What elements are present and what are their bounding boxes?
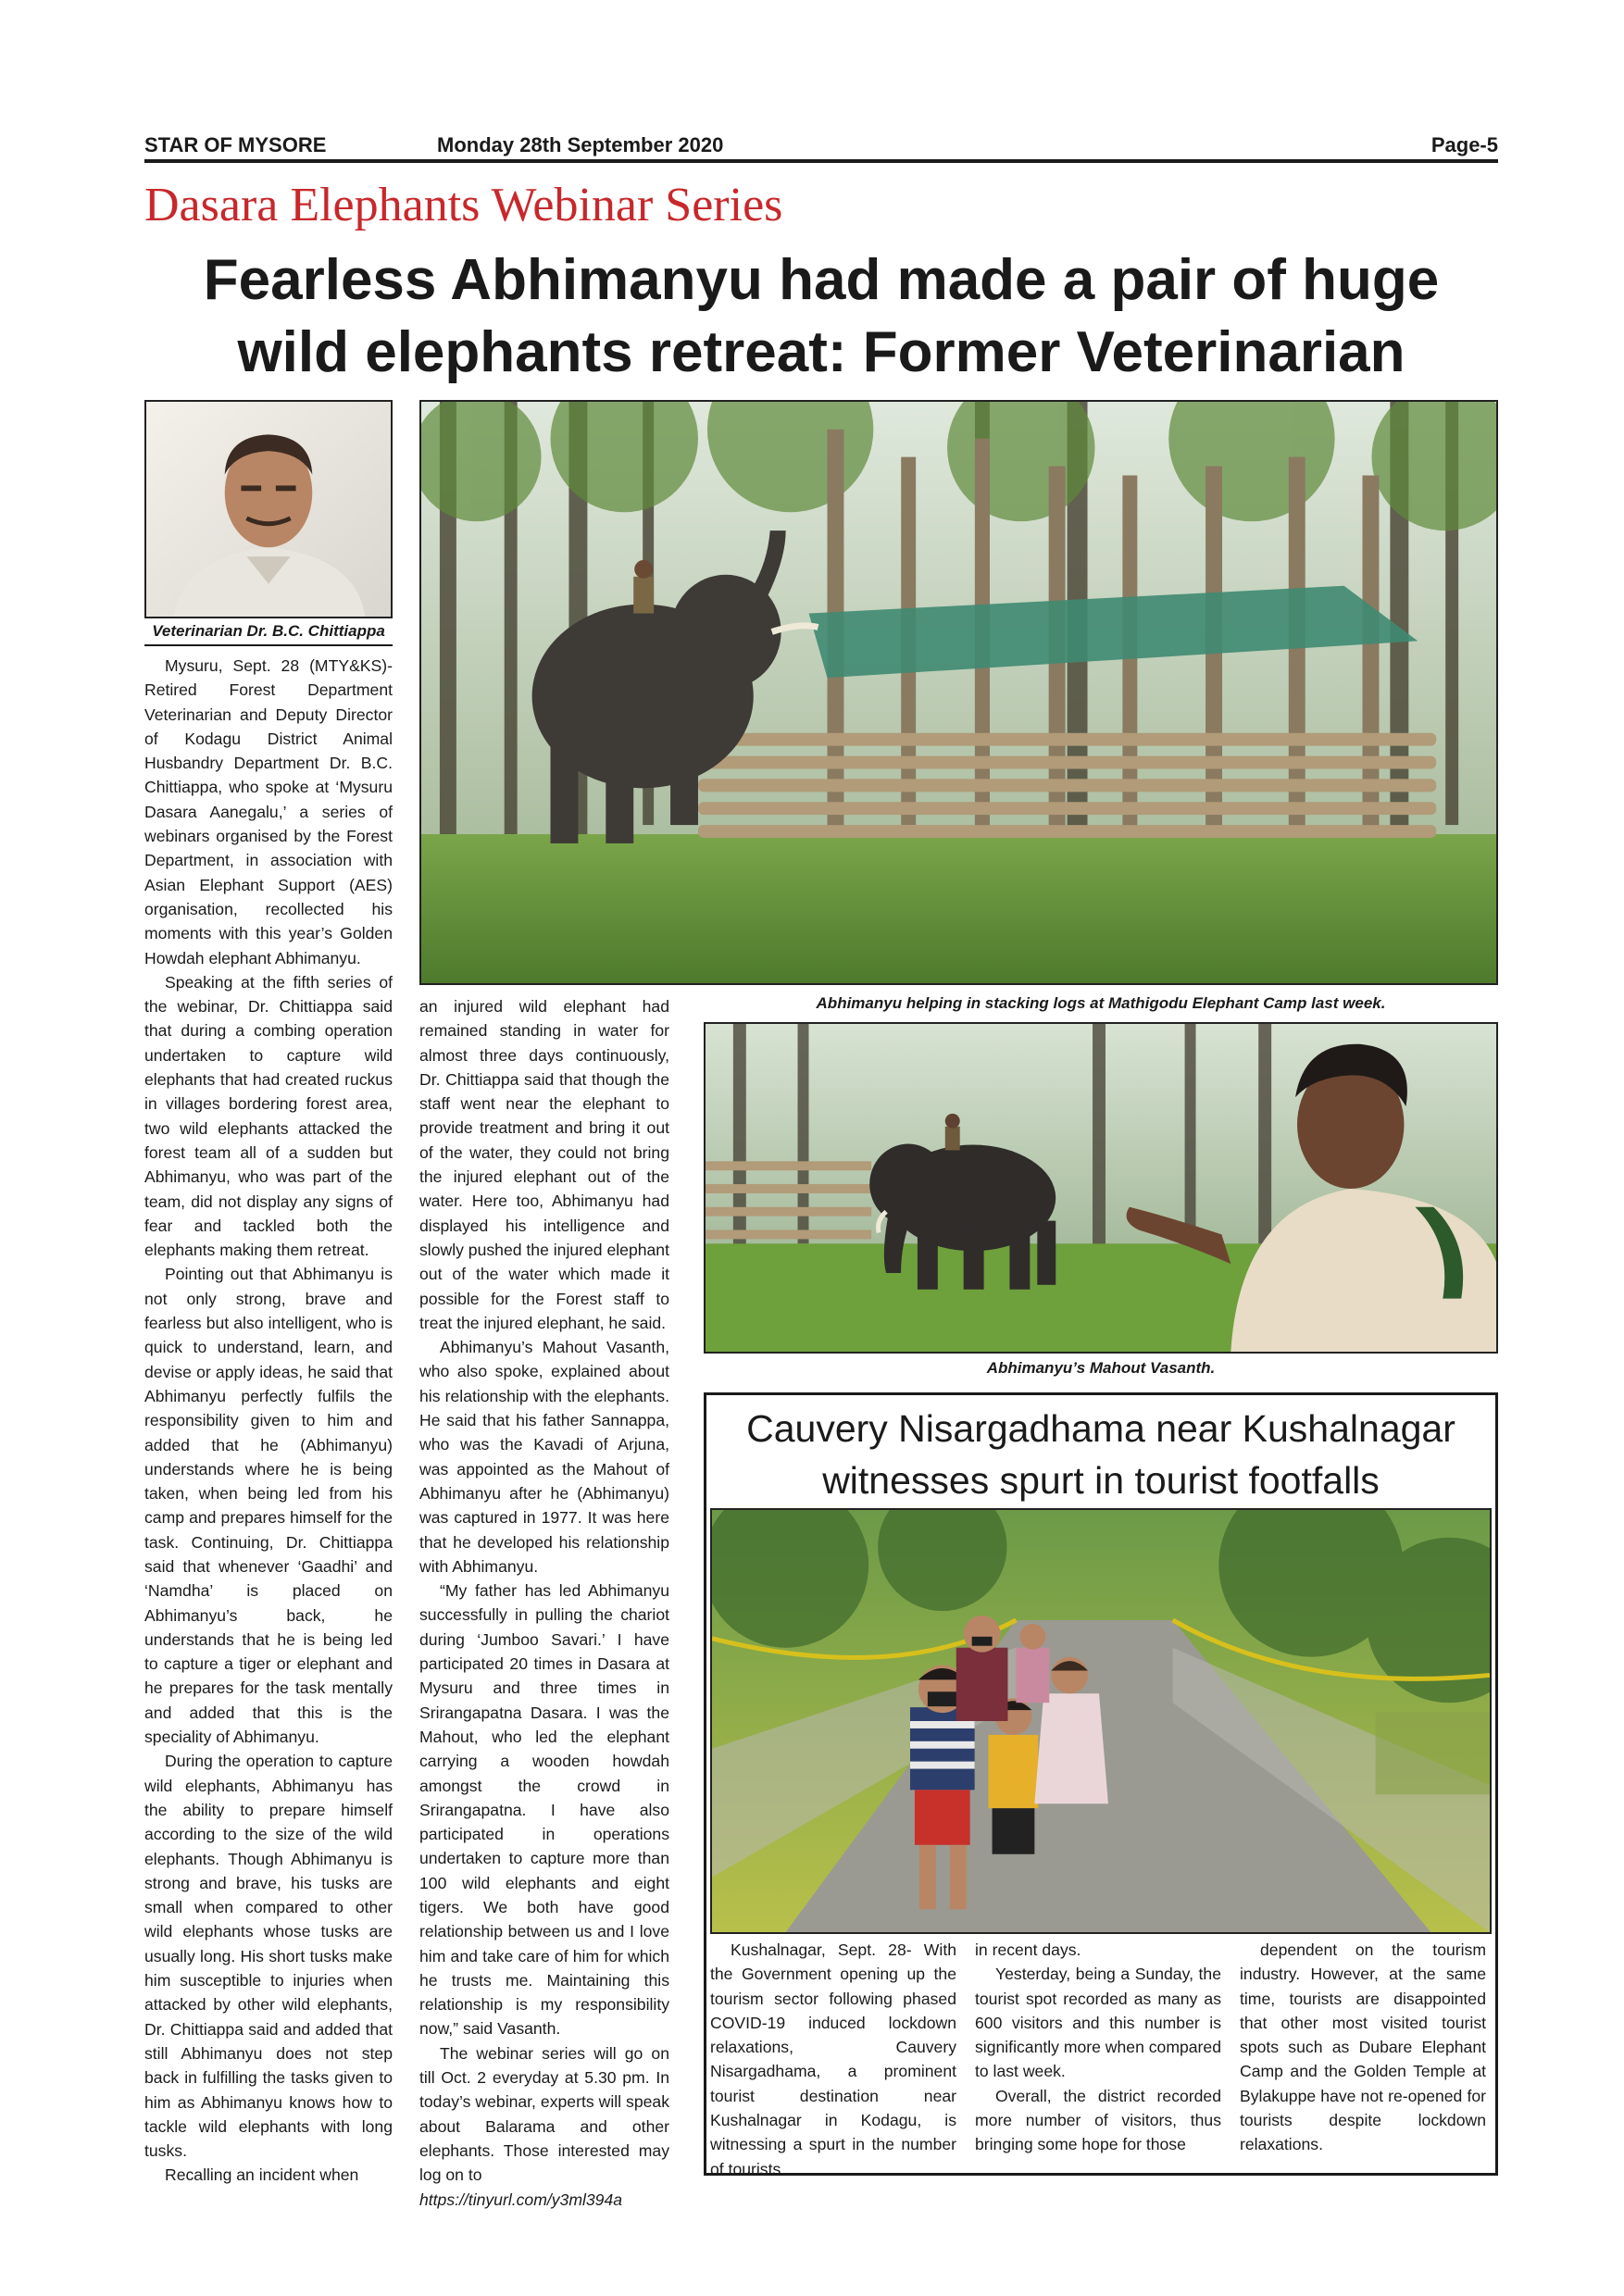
box-paragraph: dependent on the tourism industry. However, at the same time, tourists are disappointed that other most visited tourist spots such as Dubare Elephant Camp and the Golden Temple at Bylakuppe have not re-opened for tourists despite lockdown relaxations.: [1240, 1940, 1486, 2154]
webinar-link[interactable]: https://tinyurl.com/y3ml394a: [419, 2190, 623, 2209]
tourists-bridge-photo: [710, 1508, 1492, 1934]
box-paragraph: Overall, the district recorded more number of visitors, thus bringing some hope for those: [975, 2086, 1221, 2154]
headline-line-1: Fearless Abhimanyu had made a pair of huge: [203, 248, 1440, 312]
portrait-caption-rule: [144, 644, 393, 646]
paper-name: STAR OF MYSORE: [144, 133, 327, 156]
portrait-photo: [144, 400, 393, 618]
elephant-photo-caption: Abhimanyu helping in stacking logs at Mathigodu Elephant Camp last week.: [816, 994, 1386, 1012]
article-paragraph: Abhimanyu’s Mahout Vasanth, who also spoke, explained about his relationship with the elephants. He said that his father Sannappa, who was the Kavadi of Arjuna, was appointed as the Mahout of Abhimanyu after he (Abhimanyu) was captured in 1977. It was here that he developed his relationship with Abhimanyu.: [419, 1338, 669, 1576]
article-paragraph: The webinar series will go on till Oct. 2 everyday at 5.30 pm. In today’s webinar, experts will speak about Balarama and other elephants. Those interested may log on to: [419, 2043, 669, 2185]
box-paragraph: in recent days.: [975, 1940, 1081, 1959]
box-column-2: [975, 1938, 1221, 2157]
page-number: Page-5: [1430, 133, 1498, 156]
issue-date: Monday 28th September 2020: [437, 133, 724, 156]
article-paragraph: Pointing out that Abhimanyu is not only strong, brave and fearless but also intelligent, who is quick to understand, learn, and devise or apply ideas, he said that Abhimanyu perfectly fulfils the responsibility given to him and added that he (Abhimanyu) understands where he is being taken, when being led from his camp and prepares himself for the task. Continuing, Dr. Chittiappa said that whenever ‘Gaadhi’ and ‘Namdha’ is placed on Abhimanyu’s back, he understands that he is being led to capture a tiger or elephant and he prepares for the task mentally and added that this is the speciality of Abhimanyu.: [144, 1265, 393, 1747]
article-column-2: [419, 994, 669, 2212]
series-title: Dasara Elephants Webinar Series: [144, 179, 783, 231]
article-paragraph: Speaking at the fifth series of the webinar, Dr. Chittiappa said that during a combing operation undertaken to capture wild elephants that had created ruckus in villages bordering forest area, two wild elephants attacked the forest team all of a sudden but Abhimanyu, who was part of the team, did not display any signs of fear and tackled both the elephants making them retreat.: [144, 972, 393, 1260]
box-paragraph: Yesterday, being a Sunday, the tourist spot recorded as many as 600 visitors and this number is significantly more when compared to last week.: [975, 1965, 1221, 2081]
cauvery-nisargadhama-story: [704, 1392, 1498, 2176]
box-column-1: [710, 1938, 956, 2181]
elephant-stacking-logs-photo: [419, 400, 1498, 985]
headline-line-2: wild elephants retreat: Former Veterinarian: [237, 320, 1405, 384]
masthead: [144, 133, 1498, 161]
main-headline: [144, 244, 1498, 389]
box-headline: [706, 1403, 1495, 1506]
box-column-3: [1240, 1938, 1486, 2157]
mahout-vasanth-photo: [704, 1022, 1498, 1354]
portrait-caption: Veterinarian Dr. B.C. Chittiappa: [152, 622, 385, 640]
mahout-photo-caption: Abhimanyu’s Mahout Vasanth.: [986, 1359, 1216, 1377]
box-headline-line-1: Cauvery Nisargadhama near Kushalnagar: [746, 1407, 1455, 1450]
article-paragraph: Recalling an incident when: [165, 2165, 359, 2185]
article-paragraph: “My father has led Abhimanyu successfully in pulling the chariot during ‘Jumboo Savari.’ I have participated 20 times in Dasara at Mysuru and three times in Srirangapatna Dasara. I was the Mahout, who led the elephant carrying a wooden howdah amongst the crowd in Srirangapatna. I have also participated in operations undertaken to capture more than 100 wild elephants and eight tigers. We both have good relationship between us and I love him and take care of him for which he trusts me. Maintaining this relationship is my responsibility now,” said Vasanth.: [419, 1581, 669, 2039]
article-paragraph: Mysuru, Sept. 28 (MTY&KS)- Retired Forest Department Veterinarian and Deputy Director of Kodagu District Animal Husbandry Department Dr. B.C. Chittiappa, who spoke at ‘Mysuru Dasara Aanegalu,’ a series of webinars organised by the Forest Department, in association with Asian Elephant Support (AES) organisation, recollected his moments with this year’s Golden Howdah elephant Abhimanyu.: [144, 656, 393, 967]
masthead-rule: [144, 159, 1498, 163]
box-paragraph: Kushalnagar, Sept. 28- With the Government opening up the tourism sector following phased COVID-19 induced lockdown relaxations, Cauvery Nisargadhama, a prominent tourist destination near Kushalnagar in Kodagu, is witnessing a spurt in the number of tourists: [710, 1940, 956, 2178]
article-column-1: [144, 654, 393, 2188]
article-paragraph: an injured wild elephant had remained standing in water for almost three days continuously, Dr. Chittiappa said that though the staff went near the elephant to provide treatment and bring it out of the water, they could not bring the injured elephant out of the water. Here too, Abhimanyu had displayed his intelligence and slowly pushed the injured elephant out of the water which made it possible for the Forest staff to treat the injured elephant, he said.: [419, 997, 669, 1332]
article-paragraph: During the operation to capture wild elephants, Abhimanyu has the ability to prepare himself according to the size of the wild elephants. Though Abhimanyu is strong and brave, his tusks are small when compared to other wild elephants whose tusks are usually long. His short tusks make him susceptible to injuries when attacked by other wild elephants, Dr. Chittiappa said and added that still Abhimanyu does not step back in fulfilling the tasks given to him as Abhimanyu knows how to tackle wild elephants with long tusks.: [144, 1752, 393, 2161]
box-headline-line-2: witnesses spurt in tourist footfalls: [822, 1459, 1380, 1502]
